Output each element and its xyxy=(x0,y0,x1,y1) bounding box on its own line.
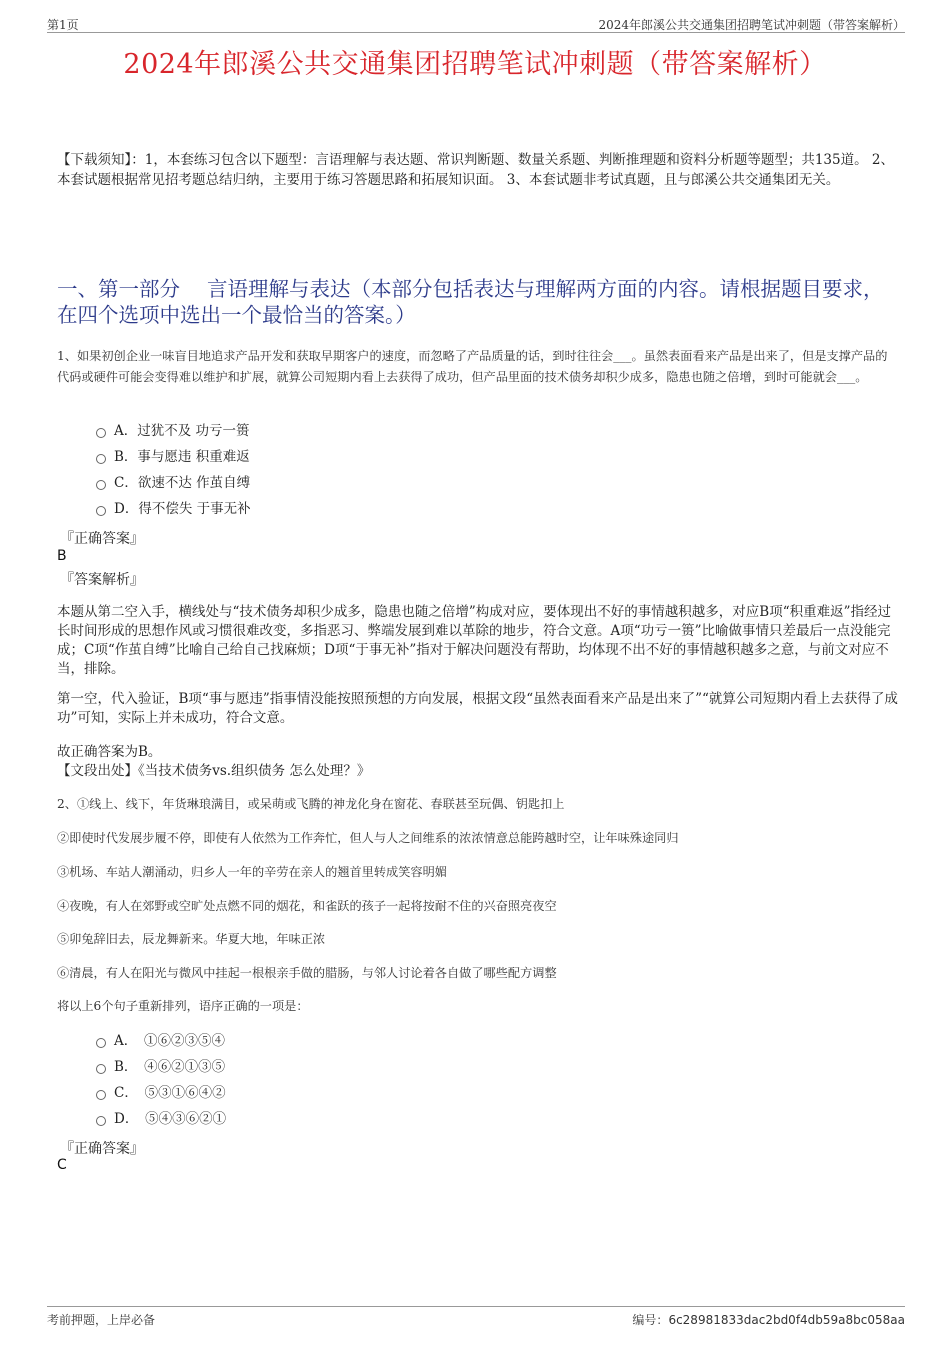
q2-option-a-label: A． ①⑥②③⑤④ xyxy=(114,1033,225,1049)
q2-option-b[interactable] xyxy=(96,1056,225,1078)
q1-answer: B xyxy=(57,548,67,564)
q2-sentence-2: ②即使时代发展步履不停，即使有人依然为工作奔忙，但人与人之间维系的浓浓情意总能跨越时空，让年味殊途同归 xyxy=(57,831,679,845)
q1-answer-label: 『正确答案』 xyxy=(60,531,144,547)
q2-option-b-label: B． ④⑥②①③⑤ xyxy=(114,1059,226,1075)
q2-prompt: 将以上6个句子重新排列，语序正确的一项是： xyxy=(57,999,309,1013)
q2-option-d-label: D． ⑤④③⑥②① xyxy=(114,1111,227,1127)
radio-icon[interactable] xyxy=(96,454,106,464)
footer-id-code: 6c28981833dac2bd0f4db59a8bc058aa xyxy=(668,1313,905,1327)
footer-id-label: 编号： xyxy=(632,1313,669,1327)
radio-icon[interactable] xyxy=(96,1116,106,1126)
q2-answer-label: 『正确答案』 xyxy=(60,1141,144,1157)
q2-sentence-5: ⑤卯兔辞旧去，辰龙舞新来。华夏大地，年味正浓 xyxy=(57,932,326,946)
q1-option-b-label: B．事与愿违 积重难返 xyxy=(114,449,250,465)
radio-icon[interactable] xyxy=(96,1064,106,1074)
q2-option-d[interactable] xyxy=(96,1108,226,1130)
page-footer xyxy=(47,1306,905,1327)
q1-source: 【文段出处】《当技术债务vs.组织债务 怎么处理？》 xyxy=(57,763,371,779)
q2-sentence-3: ③机场、车站人潮涌动，归乡人一年的辛劳在亲人的翘首里转成笑容明媚 xyxy=(57,865,447,879)
section-heading: 一、第一部分 言语理解与表达（本部分包括表达与理解两方面的内容。请根据题目要求，在四个选项中选出一个最恰当的答案。） xyxy=(57,277,884,327)
q1-analysis-label: 『答案解析』 xyxy=(60,572,144,588)
page-number: 第1页 xyxy=(47,18,79,32)
q2-option-a[interactable] xyxy=(96,1030,225,1052)
radio-icon[interactable] xyxy=(96,1038,106,1048)
q1-option-c-label: C．欲速不达 作茧自缚 xyxy=(114,475,251,491)
q2-sentence-6: ⑥清晨，有人在阳光与微风中挂起一根根亲手做的腊肠，与邻人讨论着各自做了哪些配方调整 xyxy=(57,966,557,980)
header-doc-title: 2024年郎溪公共交通集团招聘笔试冲刺题（带答案解析） xyxy=(598,18,905,32)
q1-analysis-paragraph-3: 故正确答案为B。 xyxy=(57,744,162,760)
footer-slogan: 考前押题，上岸必备 xyxy=(47,1313,156,1327)
question-1-text: 1、如果初创企业一味盲目地追求产品开发和获取早期客户的速度，而忽略了产品质量的话，到时往往会___。虽然表面看来产品是出来了，但是支撑产品的代码或硬件可能会变得难以维护和扩展，就算公司短期内看上去获得了成功，但产品里面的技术债务却积少成多，隐患也随之倍增，到时可能就会___。 xyxy=(57,349,888,384)
q2-option-c-label: C． ⑤③①⑥④② xyxy=(114,1085,226,1101)
q1-option-c[interactable] xyxy=(96,472,250,494)
radio-icon[interactable] xyxy=(96,480,106,490)
q1-analysis-paragraph-1: 本题从第二空入手，横线处与“技术债务却积少成多，隐患也随之倍增”构成对应，要体现出不好的事情越积越多，对应B项“积重难返”指经过长时间形成的思想作风或习惯很难改变，多指恶习、弊端发展到难以革除的地步，符合文意。A项“功亏一篑”比喻做事情只差最后一点没能完成；C项“作茧自缚”比喻自己给自己找麻烦；D项“于事无补”指对于解决问题没有帮助，均体现不出不好的事情越积越多之意，与前文对应不当，排除。 xyxy=(57,604,892,677)
footer-id xyxy=(632,1311,905,1328)
q2-sentence-4: ④夜晚，有人在郊野或空旷处点燃不同的烟花，和雀跃的孩子一起将按耐不住的兴奋照亮夜空 xyxy=(57,899,557,913)
radio-icon[interactable] xyxy=(96,428,106,438)
q1-option-d-label: D．得不偿失 于事无补 xyxy=(114,501,251,517)
page-header xyxy=(47,14,905,33)
q1-option-a-label: A．过犹不及 功亏一篑 xyxy=(114,423,250,439)
radio-icon[interactable] xyxy=(96,506,106,516)
q2-option-c[interactable] xyxy=(96,1082,226,1104)
download-notice: 【下载须知】：1，本套练习包含以下题型：言语理解与表达题、常识判断题、数量关系题、判断推理题和资料分析题等题型；共135道。 2、本套试题根据常见招考题总结归纳，主要用于练习答题思路和拓展知识面。 3、本套试题非考试真题，且与郎溪公共交通集团无关。 xyxy=(57,152,894,188)
q1-option-d[interactable] xyxy=(96,498,251,520)
q1-analysis-paragraph-2: 第一空，代入验证，B项“事与愿违”指事情没能按照预想的方向发展，根据文段“虽然表面看来产品是出来了”“就算公司短期内看上去获得了成功”可知，实际上并未成功，符合文意。 xyxy=(57,691,898,726)
q1-option-a[interactable] xyxy=(96,420,250,442)
q1-option-b[interactable] xyxy=(96,446,250,468)
document-title: 2024年郎溪公共交通集团招聘笔试冲刺题（带答案解析） xyxy=(123,49,827,80)
question-2-intro: 2、①线上、线下，年货琳琅满目，或呆萌或飞腾的神龙化身在窗花、春联甚至玩偶、钥匙扣上 xyxy=(57,797,565,811)
q2-answer: C xyxy=(57,1157,67,1173)
radio-icon[interactable] xyxy=(96,1090,106,1100)
